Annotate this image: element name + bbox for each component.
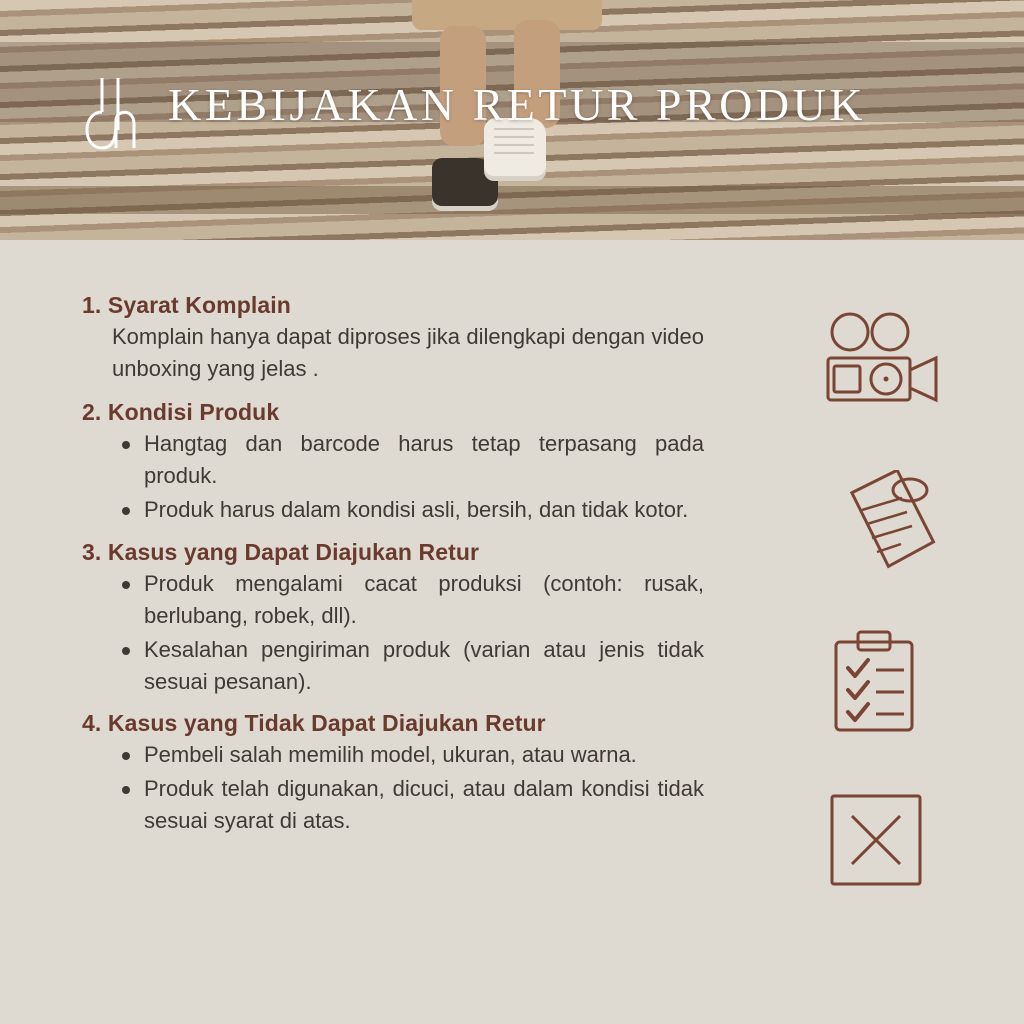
section-1-heading: 1. Syarat Komplain	[82, 292, 291, 318]
content-area	[0, 240, 1024, 1024]
hangtag-icon	[818, 470, 948, 592]
policy-section-1	[82, 292, 704, 385]
policy-section-3	[82, 539, 704, 698]
brand-monogram-icon	[72, 72, 158, 172]
section-2-bullet-list	[82, 428, 704, 526]
list-item: Produk telah digunakan, dicuci, atau dalam kondisi tidak sesuai syarat di atas.	[144, 773, 704, 837]
video-camera-icon	[818, 310, 948, 432]
list-item: Kesalahan pengiriman produk (varian atau jenis tidak sesuai pesanan).	[144, 634, 704, 698]
policy-text-column	[82, 292, 704, 849]
section-4-bullet-list	[82, 739, 704, 837]
section-3-bullet-list	[82, 568, 704, 698]
skirt-shape	[412, 0, 602, 30]
section-1-paragraph: Komplain hanya dapat diproses jika dilengkapi dengan video unboxing yang jelas .	[112, 324, 704, 382]
list-item: Produk mengalami cacat produksi (contoh: rusak, berlubang, robek, dll).	[144, 568, 704, 632]
list-item: Hangtag dan barcode harus tetap terpasang pada produk.	[144, 428, 704, 492]
hero-banner	[0, 0, 1024, 240]
policy-section-2	[82, 399, 704, 526]
list-item: Pembeli salah memilih model, ukuran, atau warna.	[144, 739, 704, 771]
section-3-heading: 3. Kasus yang Dapat Diajukan Retur	[82, 538, 480, 565]
policy-section-4	[82, 710, 704, 837]
section-4-heading: 4. Kasus yang Tidak Dapat Diajukan Retur	[82, 709, 546, 736]
list-item: Produk harus dalam kondisi asli, bersih, dan tidak kotor.	[144, 494, 704, 526]
cross-box-icon	[818, 790, 948, 912]
checklist-clipboard-icon	[818, 630, 948, 752]
icon-column	[818, 310, 978, 950]
section-2-heading: 2. Kondisi Produk	[82, 399, 280, 426]
page-title: KEBIJAKAN RETUR PRODUK	[168, 79, 867, 130]
